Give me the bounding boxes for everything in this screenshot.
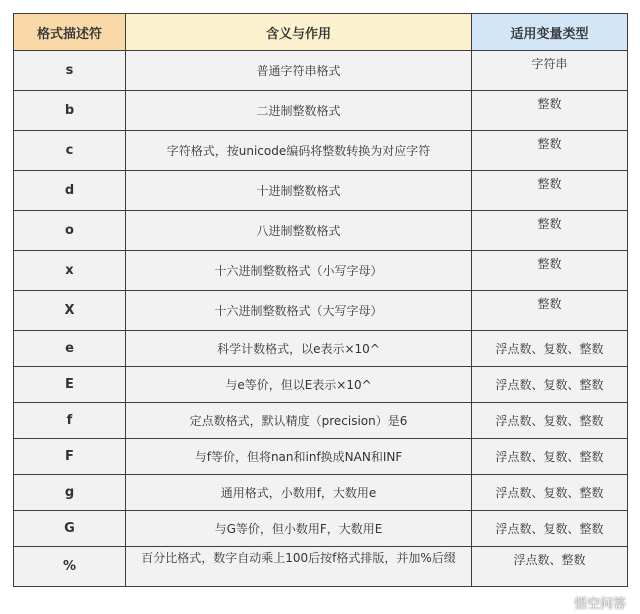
meaning-cell: 通用格式，小数用f，大数用e: [126, 475, 472, 511]
spec-cell: F: [14, 439, 126, 475]
type-cell: 整数: [472, 291, 628, 331]
type-cell: 浮点数、复数、整数: [472, 511, 628, 547]
table-row: [14, 131, 628, 171]
meaning-cell: 八进制整数格式: [126, 211, 472, 251]
table-body: [14, 51, 628, 587]
meaning-cell: 科学计数格式，以e表示×10^: [126, 331, 472, 367]
spec-cell: s: [14, 51, 126, 91]
type-cell: 浮点数、复数、整数: [472, 331, 628, 367]
table-header-row: [14, 14, 628, 51]
spec-cell: o: [14, 211, 126, 251]
spec-cell: x: [14, 251, 126, 291]
type-cell: 整数: [472, 211, 628, 251]
type-cell: 浮点数、复数、整数: [472, 439, 628, 475]
table-row: [14, 331, 628, 367]
meaning-cell: 十进制整数格式: [126, 171, 472, 211]
table-row: [14, 211, 628, 251]
meaning-cell: 二进制整数格式: [126, 91, 472, 131]
table-row: [14, 251, 628, 291]
meaning-cell: 与G等价，但小数用F，大数用E: [126, 511, 472, 547]
type-cell: 浮点数、复数、整数: [472, 367, 628, 403]
meaning-cell: 与f等价，但将nan和inf换成NAN和INF: [126, 439, 472, 475]
meaning-cell: 字符格式，按unicode编码将整数转换为对应字符: [126, 131, 472, 171]
watermark-text: 悟空问答: [573, 597, 626, 612]
meaning-cell: 普通字符串格式: [126, 51, 472, 91]
spec-cell: X: [14, 291, 126, 331]
type-cell: 整数: [472, 171, 628, 211]
type-cell: 浮点数、整数: [472, 547, 628, 587]
table-row: [14, 91, 628, 131]
header-spec: 格式描述符: [14, 14, 126, 51]
format-spec-table: [13, 13, 628, 587]
format-spec-table-container: [13, 13, 627, 587]
meaning-cell: 百分比格式，数字自动乘上100后按f格式排版，并加%后缀: [126, 547, 472, 587]
spec-cell: f: [14, 403, 126, 439]
table-row: [14, 439, 628, 475]
table-row: [14, 171, 628, 211]
meaning-cell: 定点数格式，默认精度（precision）是6: [126, 403, 472, 439]
type-cell: 整数: [472, 131, 628, 171]
spec-cell: E: [14, 367, 126, 403]
meaning-cell: 与e等价，但以E表示×10^: [126, 367, 472, 403]
table-row: [14, 511, 628, 547]
table-row: [14, 403, 628, 439]
header-meaning: 含义与作用: [126, 14, 472, 51]
table-row: [14, 367, 628, 403]
type-cell: 整数: [472, 251, 628, 291]
table-row: [14, 547, 628, 587]
spec-cell: %: [14, 547, 126, 587]
table-row: [14, 291, 628, 331]
table-row: [14, 475, 628, 511]
watermark: [556, 593, 626, 612]
type-cell: 浮点数、复数、整数: [472, 475, 628, 511]
type-cell: 浮点数、复数、整数: [472, 403, 628, 439]
spec-cell: g: [14, 475, 126, 511]
meaning-cell: 十六进制整数格式（大写字母）: [126, 291, 472, 331]
spec-cell: e: [14, 331, 126, 367]
spec-cell: c: [14, 131, 126, 171]
spec-cell: b: [14, 91, 126, 131]
spec-cell: d: [14, 171, 126, 211]
monkey-logo-icon: [556, 596, 570, 610]
header-type: 适用变量类型: [472, 14, 628, 51]
spec-cell: G: [14, 511, 126, 547]
type-cell: 整数: [472, 91, 628, 131]
meaning-cell: 十六进制整数格式（小写字母）: [126, 251, 472, 291]
type-cell: 字符串: [472, 51, 628, 91]
table-row: [14, 51, 628, 91]
